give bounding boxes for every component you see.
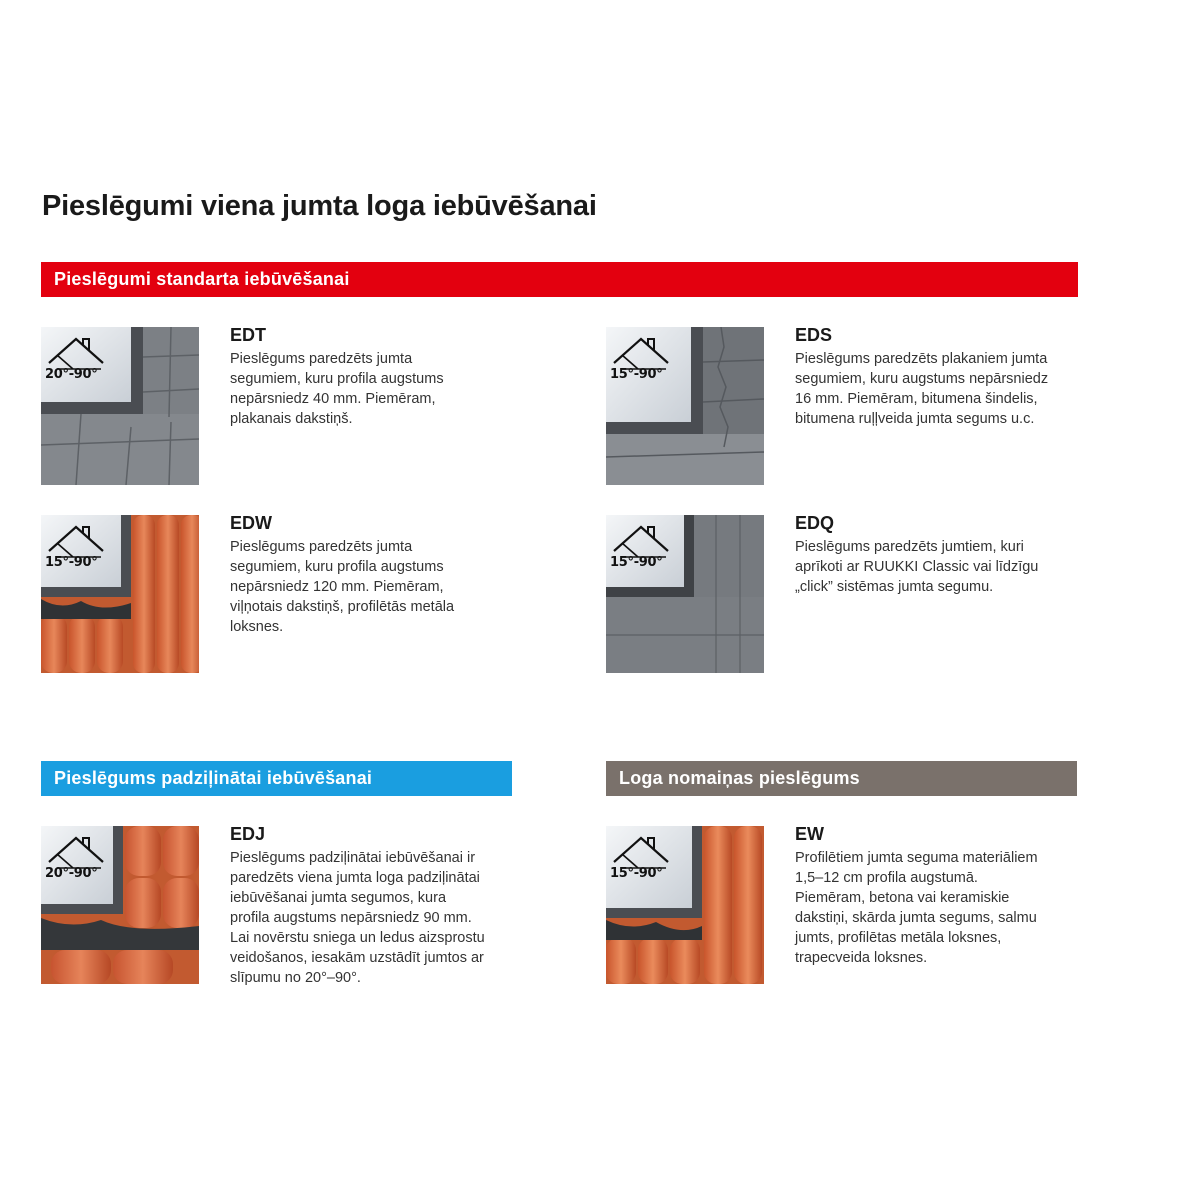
roof-pitch-label: 15°-90° <box>610 367 663 382</box>
product-code: EDQ <box>795 513 835 533</box>
product-image-eds <box>606 327 764 485</box>
product-description: Pieslēgums padziļinātai iebūvēšanai ir paredzēts viena jumta loga padziļinātai iebūvēšanai jumta segumos, kura profila augstums nepārsniedz 90 mm. Lai novērstu sniega un ledus aizsprostu veidošanos, iesakām uzstādīt jumtos ar slīpumu no 20°–90°. <box>230 850 485 986</box>
product-description: Pieslēgums paredzēts jumta segumiem, kuru profila augstums nepārsniedz 40 mm. Piemēram, plakanais dakstiņš. <box>230 351 444 427</box>
section-header-recessed: Pieslēgums padziļinātai iebūvēšanai <box>41 761 512 796</box>
section-header-standard: Pieslēgumi standarta iebūvēšanai <box>41 262 1078 297</box>
page-title: Pieslēgumi viena jumta loga iebūvēšanai <box>42 190 597 222</box>
product-card-edj <box>41 826 541 986</box>
product-description: Pieslēgums paredzēts jumta segumiem, kuru profila augstums nepārsniedz 120 mm. Piemēram, viļņotais dakstiņš, profilētās metāla loksnes. <box>230 539 455 635</box>
product-card-edt <box>41 327 541 487</box>
roof-pitch-label: 15°-90° <box>45 555 98 570</box>
product-code: EDJ <box>230 824 266 844</box>
product-code: EW <box>795 824 824 844</box>
product-image-ew <box>606 826 764 984</box>
product-image-edt <box>41 327 199 485</box>
product-description: Pieslēgums paredzēts jumtiem, kuri aprīkoti ar RUUKKI Classic vai līdzīgu „click” sistēmas jumta segumu. <box>795 539 1039 595</box>
product-description: Profilētiem jumta seguma materiāliem 1,5–12 cm profila augstumā. Piemēram, betona vai keramiskie dakstiņi, skārda jumta segums, salmu jumts, profilētas metāla loksnes, trapecveida loksnes. <box>795 850 1038 966</box>
roof-pitch-label: 15°-90° <box>610 866 663 881</box>
product-image-edj <box>41 826 199 984</box>
roof-pitch-label: 20°-90° <box>45 367 98 382</box>
product-image-edw <box>41 515 199 673</box>
product-description: Pieslēgums paredzēts plakaniem jumta segumiem, kuru augstums nepārsniedz 16 mm. Piemēram, bitumena šindelis, bitumena ruļļveida jumta segums u.c. <box>795 351 1049 427</box>
product-image-edq <box>606 515 764 673</box>
section-header-replacement: Loga nomaiņas pieslēgums <box>606 761 1077 796</box>
product-code: EDT <box>230 325 266 345</box>
product-code: EDS <box>795 325 833 345</box>
roof-pitch-label: 15°-90° <box>610 555 663 570</box>
product-code: EDW <box>230 513 272 533</box>
roof-pitch-label: 20°-90° <box>45 866 98 881</box>
product-card-eds <box>606 327 1106 487</box>
product-card-edq <box>606 515 1106 675</box>
product-card-edw <box>41 515 541 675</box>
product-card-ew <box>606 826 1106 986</box>
